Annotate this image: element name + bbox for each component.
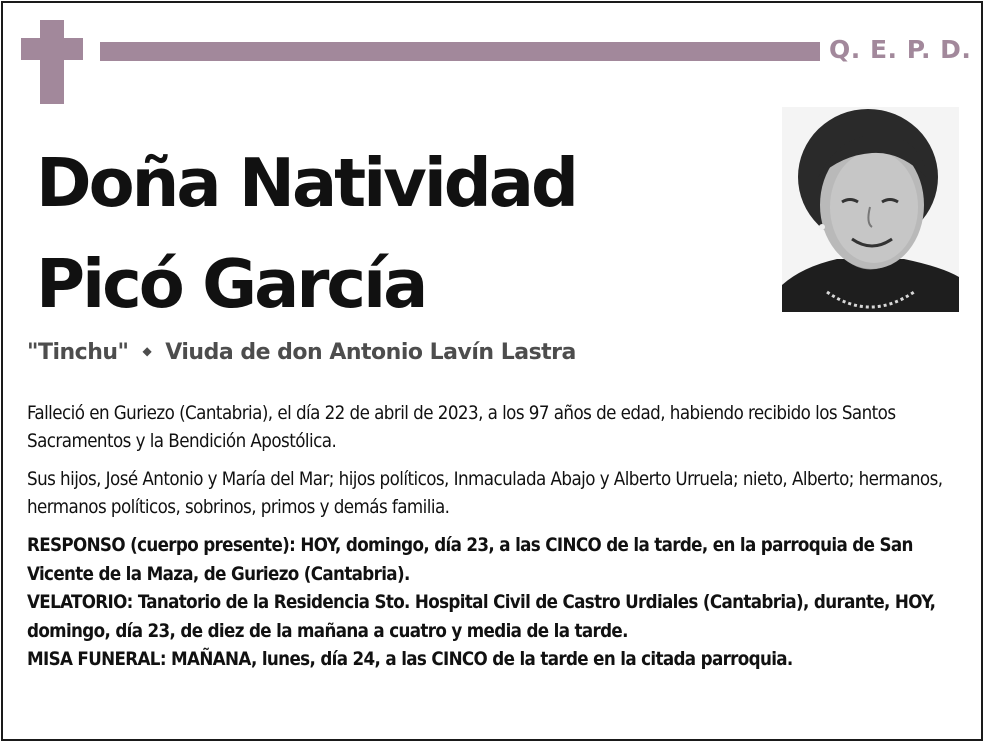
deceased-name [36, 133, 576, 335]
responso-text: RESPONSO (cuerpo presente): HOY, domingo, día 23, a las CINCO de la tarde, en la parroquia de San Vicente de la Maza, de Guriezo (Cantabria). [27, 535, 913, 585]
name-line-1: Doña Natividad [36, 144, 576, 222]
name-line-2: Picó García [36, 245, 426, 323]
velatorio-text: VELATORIO: Tanatorio de la Residencia Sto. Hospital Civil de Castro Urdiales (Cantabria), durante, HOY, domingo, día 23, de diez de la mañana a cuatro y media de la tarde. [27, 592, 936, 642]
cross-icon [40, 20, 64, 104]
obituary-frame [1, 1, 983, 741]
family-paragraph: Sus hijos, José Antonio y María del Mar; hijos políticos, Inmaculada Abajo y Alberto Urruela; nieto, Alberto; hermanos, hermanos políticos, sobrinos, primos y demás familia. [27, 469, 943, 518]
diamond-icon: ◆ [142, 344, 152, 358]
cross-icon-bar [21, 38, 83, 60]
qepd-label: Q. E. P. D. [829, 35, 972, 64]
subtitle-line [27, 340, 576, 365]
header-rule [100, 42, 820, 61]
nickname: "Tinchu" [27, 340, 129, 365]
death-paragraph: Falleció en Guriezo (Cantabria), el día 22 de abril de 2023, a los 97 años de edad, habiendo recibido los Santos Sacramentos y la Bendición Apostólica. [27, 403, 896, 452]
services-block [27, 532, 972, 675]
relation: Viuda de don Antonio Lavín Lastra [165, 340, 576, 365]
portrait-photo [782, 107, 959, 312]
misa-text: MISA FUNERAL: MAÑANA, lunes, día 24, a las CINCO de la tarde en la citada parroquia. [27, 649, 793, 671]
notice-body [27, 400, 972, 675]
